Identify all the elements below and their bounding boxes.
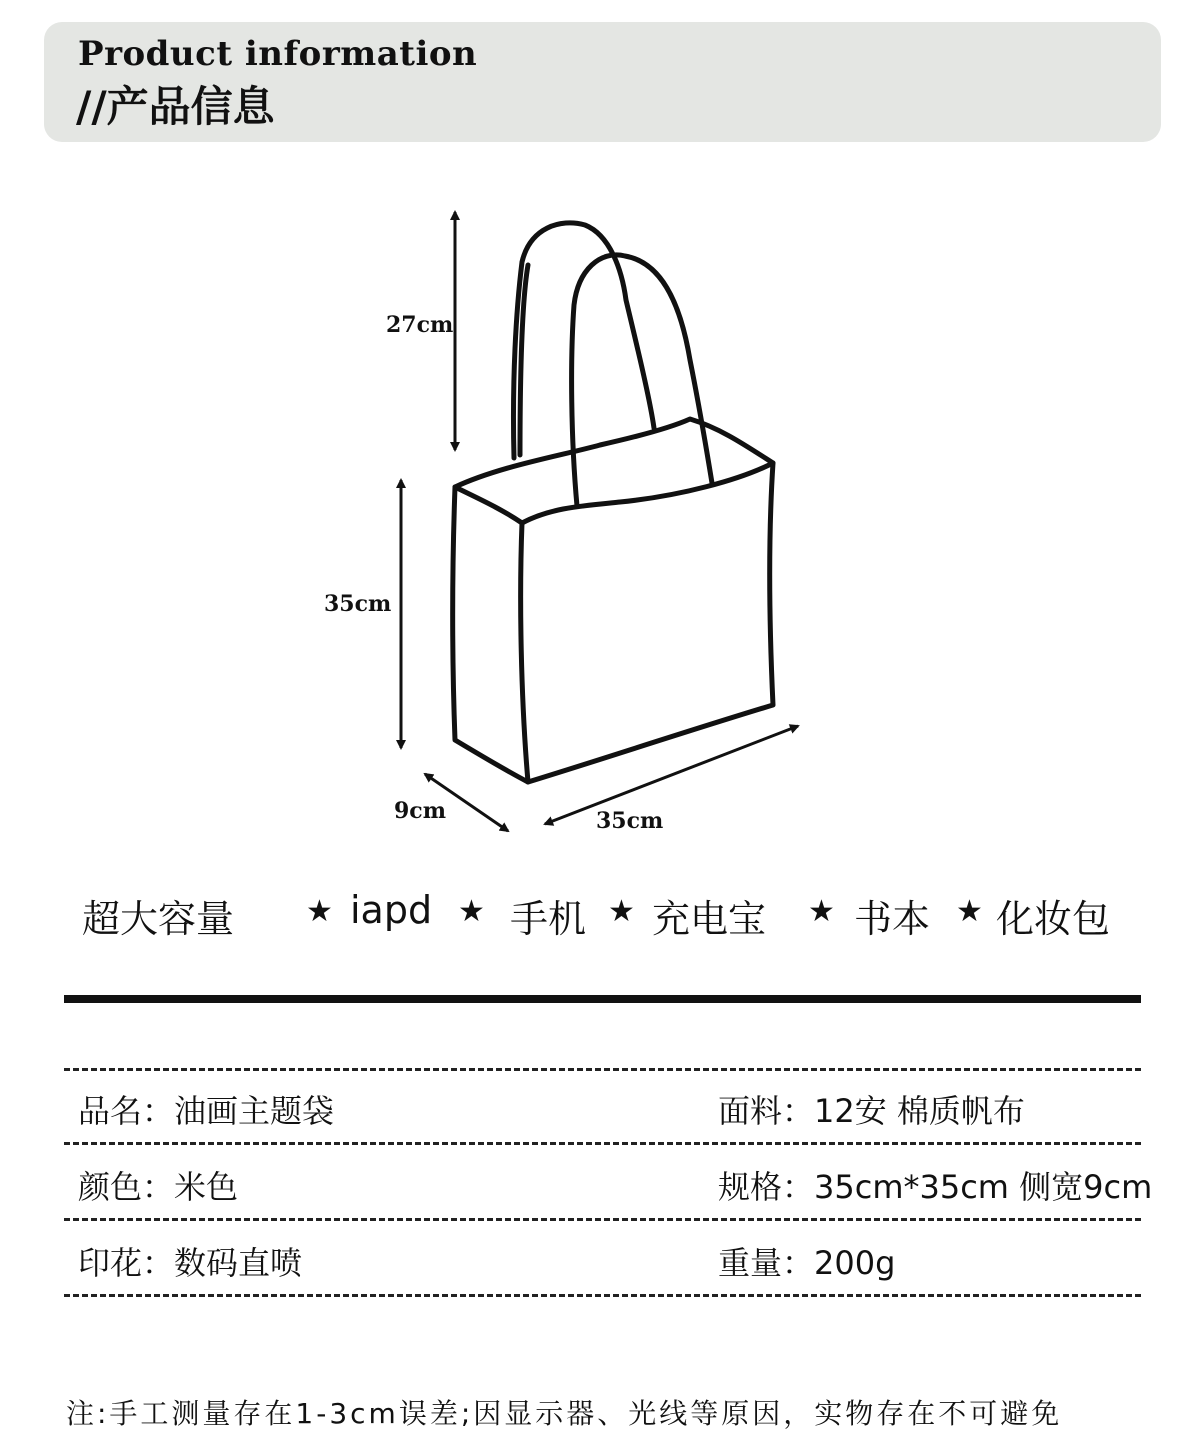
star-icon: ★ (608, 894, 635, 929)
capacity-line (0, 888, 1200, 948)
bag-height-label: 35cm (324, 591, 392, 617)
spec-row (0, 1162, 1200, 1212)
spec-color: 颜色：米色 (78, 1168, 239, 1206)
back-handle-inner (520, 265, 528, 455)
header-title-zh: //产品信息 (76, 82, 275, 131)
dashed-divider (64, 1294, 1141, 1297)
bag-rim (455, 419, 773, 523)
capacity-item: iapd (350, 888, 433, 932)
capacity-item: 书本 (854, 897, 931, 941)
bag-width-label: 35cm (596, 808, 664, 834)
star-icon: ★ (956, 894, 983, 929)
spec-print: 印花：数码直喷 (78, 1244, 303, 1282)
capacity-item: 化妆包 (996, 897, 1111, 941)
measurement-note: 注:手工测量存在1-3cm误差;因显示器、光线等原因，实物存在不可避免 (66, 1397, 1063, 1430)
spec-material: 面料：12安 棉质帆布 (718, 1092, 1025, 1130)
side-width-label: 9cm (394, 798, 446, 824)
spec-row (0, 1238, 1200, 1288)
spec-name: 品名：油画主题袋 (78, 1092, 335, 1130)
capacity-item: 充电宝 (652, 897, 767, 941)
spec-weight: 重量：200g (718, 1244, 896, 1282)
capacity-title: 超大容量 (82, 897, 235, 941)
bag-width-arrow (545, 726, 798, 824)
front-handle (572, 255, 712, 506)
star-icon: ★ (458, 894, 485, 929)
spec-size: 规格：35cm*35cm 侧宽9cm (718, 1168, 1153, 1206)
bag-side-panel (453, 487, 528, 782)
spec-row (0, 1086, 1200, 1136)
capacity-item: 手机 (510, 897, 587, 941)
handle-height-label: 27cm (386, 312, 454, 338)
star-icon: ★ (808, 894, 835, 929)
dashed-divider (64, 1068, 1141, 1071)
dashed-divider (64, 1218, 1141, 1221)
header-title-en: Product information (78, 34, 478, 74)
section-divider (64, 995, 1141, 1003)
star-icon: ★ (306, 894, 333, 929)
dashed-divider (64, 1142, 1141, 1145)
